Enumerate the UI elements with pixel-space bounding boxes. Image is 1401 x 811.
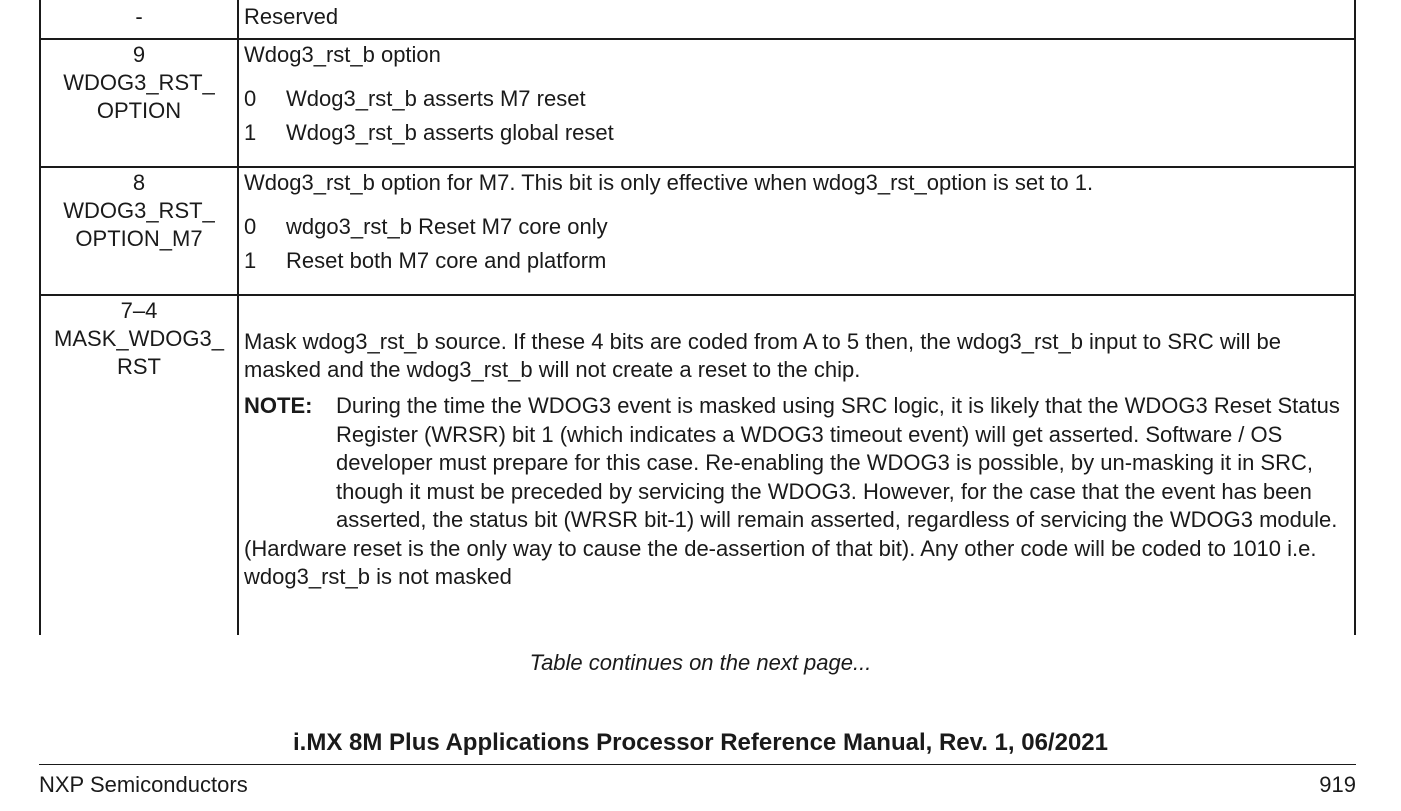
field-description: Mask wdog3_rst_b source. If these 4 bits are coded from A to 5 then, the wdog3_rst_b input to SRC will be masked and the wdog3_rst_b will not create a reset to the chip.: [244, 329, 1282, 382]
list-item: [244, 210, 1344, 244]
list-item: [244, 82, 1344, 116]
option-list: [244, 210, 1344, 278]
field-name: WDOG3_RST_: [63, 198, 215, 223]
option-key: 1: [244, 120, 257, 145]
footer-vendor: NXP Semiconductors: [39, 772, 248, 797]
field-name: OPTION_M7: [75, 226, 203, 251]
option-key: 1: [244, 248, 257, 273]
field-cell: [40, 0, 238, 39]
page-number: 919: [1319, 772, 1356, 797]
option-list: [244, 82, 1344, 150]
register-field-table: [39, 0, 1356, 635]
table-row: [40, 39, 1355, 167]
field-cell: [40, 39, 238, 167]
table-continuation-note: Table continues on the next page...: [529, 650, 872, 675]
field-name: RST: [117, 354, 161, 379]
description-cell: [238, 167, 1355, 295]
option-text: wdgo3_rst_b Reset M7 core only: [286, 214, 608, 239]
option-text: Wdog3_rst_b asserts global reset: [286, 120, 614, 145]
field-cell: [40, 167, 238, 295]
field-bit: 9: [132, 42, 146, 67]
field-bit: 7–4: [120, 298, 158, 323]
list-item: [244, 244, 1344, 278]
footer-divider: [39, 764, 1356, 765]
note-block: [244, 392, 1344, 535]
field-description-continued: (Hardware reset is the only way to cause the de-assertion of that bit). Any other code will be coded to 1010 i.e. wdog3_rst_b is not masked: [244, 535, 1317, 589]
table-row: [40, 295, 1355, 635]
field-title: Reserved: [244, 4, 339, 29]
table-row: [40, 0, 1355, 39]
option-key: 0: [244, 214, 257, 239]
manual-title: i.MX 8M Plus Applications Processor Reference Manual, Rev. 1, 06/2021: [293, 729, 1108, 756]
field-title: Wdog3_rst_b option for M7. This bit is only effective when wdog3_rst_option is set to 1.: [244, 170, 1094, 195]
field-cell: [40, 295, 238, 635]
table-row: [40, 167, 1355, 295]
option-text: Reset both M7 core and platform: [286, 248, 607, 273]
field-name: OPTION: [96, 98, 182, 123]
field-title: Wdog3_rst_b option: [244, 42, 441, 67]
field-name: MASK_WDOG3_: [54, 326, 224, 351]
list-item: [244, 116, 1344, 150]
note-label: NOTE:: [244, 393, 313, 418]
note-text: During the time the WDOG3 event is masked using SRC logic, it is likely that the WDOG3 Reset Status Register (WRSR) bit 1 (which indicates a WDOG3 timeout event) will get asserted. Software / OS developer must prepare for this case. Re-enabling the WDOG3 is possible, by un-masking it in SRC, though it must be preceded by servicing the WDOG3. However, for the case that the event has been asserted, the status bit (WRSR bit-1) will remain asserted, regardless of servicing the WDOG3 module.: [336, 393, 1340, 532]
description-cell: [238, 39, 1355, 167]
description-cell: [238, 0, 1355, 39]
field-bit: 8: [132, 170, 146, 195]
option-key: 0: [244, 86, 257, 111]
field-name: WDOG3_RST_: [63, 70, 215, 95]
field-name: -: [135, 4, 143, 29]
description-cell: [238, 295, 1355, 635]
option-text: Wdog3_rst_b asserts M7 reset: [286, 86, 586, 111]
